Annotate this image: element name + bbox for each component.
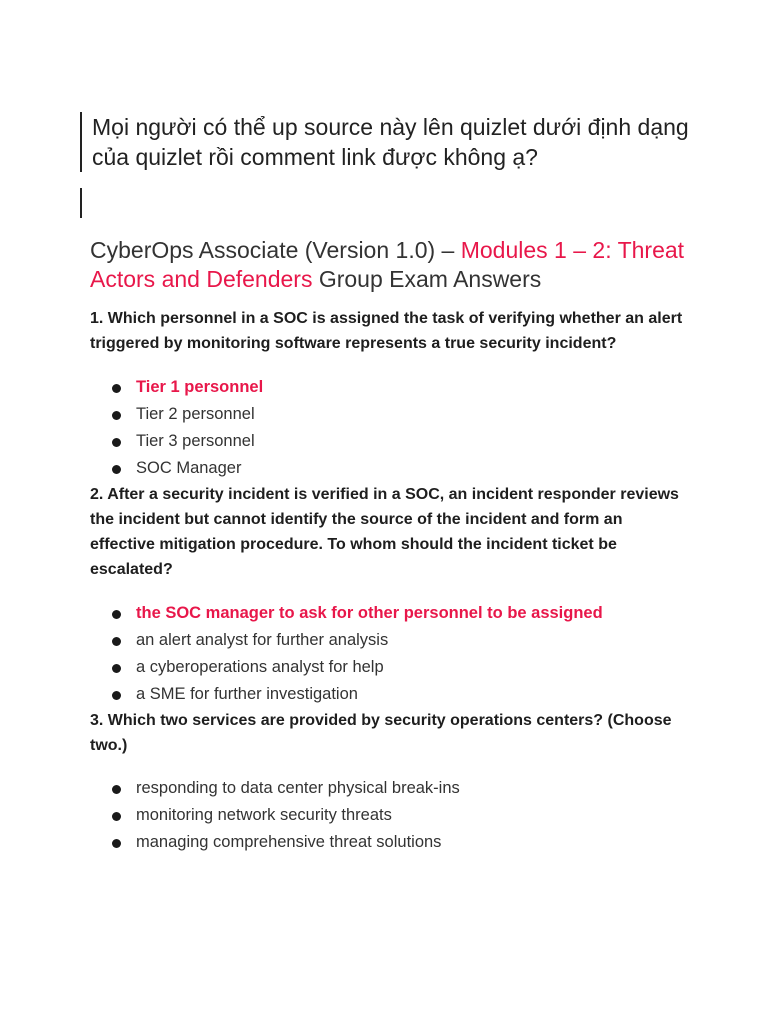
title-link[interactable]: Modules 1 – 2: Threat Actors and Defenders <box>90 237 685 292</box>
bullet-icon <box>112 785 121 794</box>
answer-item <box>90 374 690 401</box>
bullet-icon <box>112 384 121 393</box>
answer-text: SOC Manager <box>136 459 242 477</box>
title-part-2: Group Exam Answers <box>312 266 542 292</box>
answer-list-1 <box>90 374 690 482</box>
exam-content <box>90 306 690 856</box>
answer-text: the SOC manager to ask for other personnel to be assigned <box>136 604 603 622</box>
bullet-icon <box>112 839 121 848</box>
answer-item <box>90 600 690 627</box>
answer-text: Tier 2 personnel <box>136 405 255 423</box>
bullet-icon <box>112 637 121 646</box>
title-part-1: CyberOps Associate (Version 1.0) – <box>90 237 461 263</box>
question-1: 1. Which personnel in a SOC is assigned the task of verifying whether an alert triggered by monitoring software represents a true security incident? <box>90 310 683 352</box>
bullet-icon <box>112 411 121 420</box>
answer-text: monitoring network security threats <box>136 806 392 824</box>
answer-text: Tier 3 personnel <box>136 432 255 450</box>
question-3: 3. Which two services are provided by security operations centers? (Choose two.) <box>90 712 672 754</box>
answer-item <box>90 775 690 802</box>
intro-text: Mọi người có thể up source này lên quizlet dưới định dạng của quizlet rồi comment link được không ạ? <box>80 112 732 172</box>
page-title <box>90 236 710 294</box>
bullet-icon <box>112 465 121 474</box>
answer-item <box>90 802 690 829</box>
bullet-icon <box>112 812 121 821</box>
question-2: 2. After a security incident is verified in a SOC, an incident responder reviews the incident but cannot identify the source of the incident and form an effective mitigation procedure. To whom should the incident ticket be escalated? <box>90 486 679 578</box>
answer-text: Tier 1 personnel <box>136 378 264 396</box>
bullet-icon <box>112 610 121 619</box>
answer-list-2 <box>90 600 690 708</box>
text-cursor <box>80 188 82 218</box>
bullet-icon <box>112 664 121 673</box>
answer-text: managing comprehensive threat solutions <box>136 833 442 851</box>
answer-item <box>90 401 690 428</box>
answer-item <box>90 627 690 654</box>
answer-text: a cyberoperations analyst for help <box>136 658 384 676</box>
bullet-icon <box>112 438 121 447</box>
answer-item <box>90 681 690 708</box>
answer-text: a SME for further investigation <box>136 685 358 703</box>
answer-item <box>90 428 690 455</box>
answer-text: an alert analyst for further analysis <box>136 631 389 649</box>
answer-item <box>90 654 690 681</box>
bullet-icon <box>112 691 121 700</box>
answer-item <box>90 455 690 482</box>
answer-text: responding to data center physical break-ins <box>136 779 460 797</box>
answer-list-3 <box>90 775 690 856</box>
answer-item <box>90 829 690 856</box>
